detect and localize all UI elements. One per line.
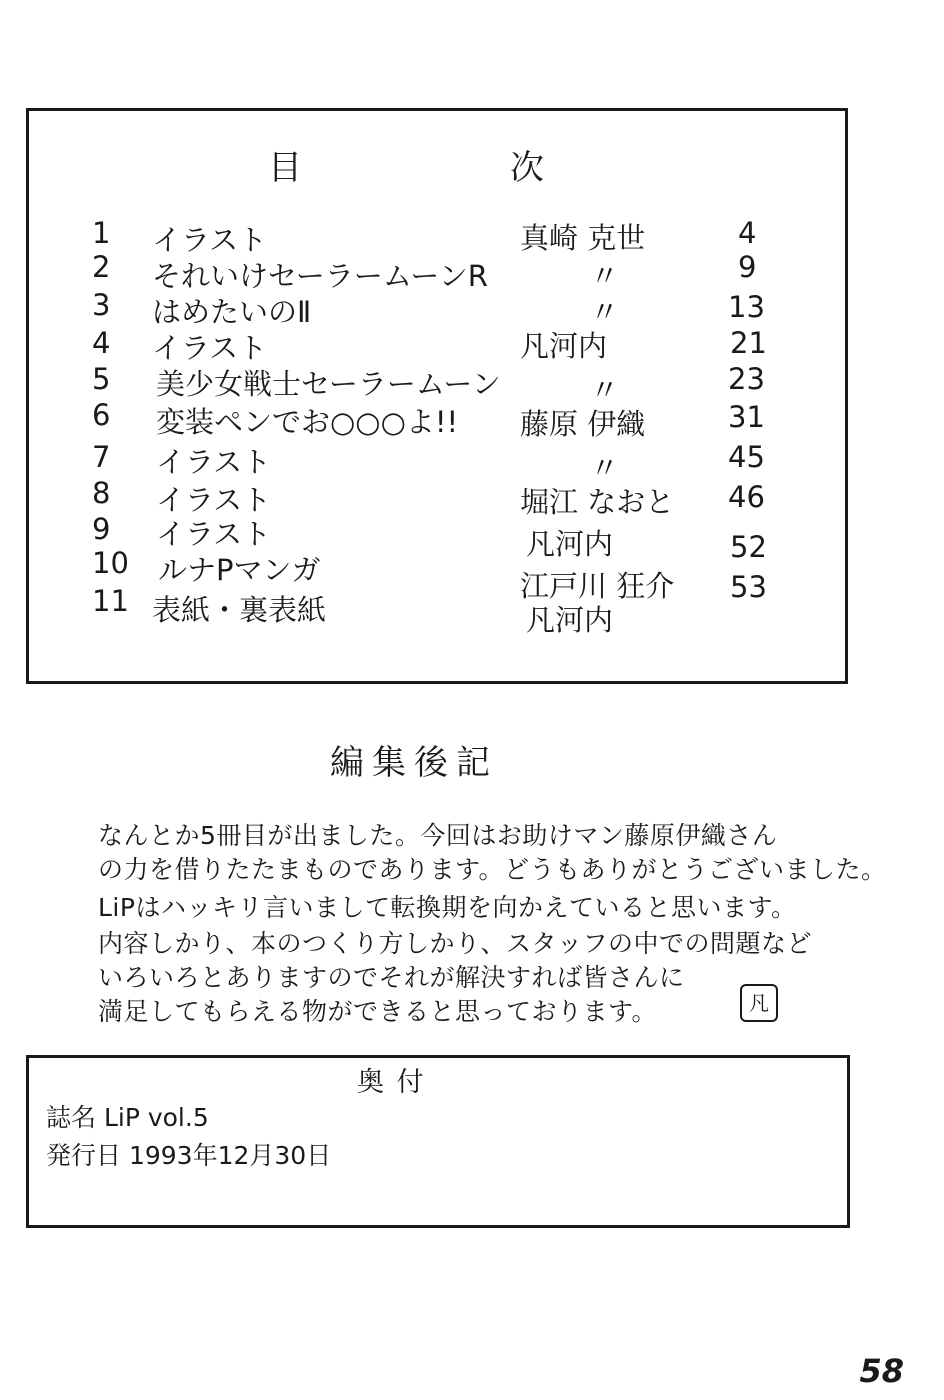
toc-item: イラスト [152,331,268,365]
afterword-line: の力を借りたたまものであります。どうもありがとうございました。 [98,855,887,884]
page-number: 58 [859,1352,904,1390]
toc-num: 8 [92,476,111,510]
toc-author: 江戸川 狂介 [520,569,675,603]
toc-author: 〃 [590,451,620,485]
toc-num: 1 [92,216,111,250]
toc-author: 凡河内 [520,329,608,363]
toc-item: ルナPマンガ [158,553,321,587]
toc-page: 21 [730,326,767,360]
toc-author: 藤原 伊織 [520,407,646,441]
toc-author: 凡河内 [526,603,614,637]
toc-author: 〃 [590,373,620,407]
toc-page: 9 [738,250,757,284]
toc-author: 〃 [590,259,620,293]
afterword-line: いろいろとありますのでそれが解決すれば皆さんに [98,963,685,992]
toc-title-left: 目 [268,148,304,188]
toc-page: 13 [728,290,765,324]
afterword-line: LiPはハッキリ言いまして転換期を向かえていると思います。 [98,893,797,922]
toc-page: 45 [728,440,765,474]
afterword-line: なんとか5冊目が出ました。今回はお助けマン藤原伊織さん [98,821,778,850]
toc-page: 53 [730,570,767,604]
signature-stamp: 凡 [740,984,778,1022]
colophon-title: 奥 付 [357,1067,426,1098]
toc-num: 10 [92,546,129,580]
toc-num: 4 [92,326,111,360]
toc-item: はめたいのⅡ [152,295,312,329]
afterword-line: 内容しかり、本のつくり方しかり、スタッフの中での問題など [98,929,813,958]
toc-item: それいけセーラームーンR [152,259,488,293]
toc-item: イラスト [156,517,272,551]
toc-item: イラスト [156,445,272,479]
toc-item: 変装ペンでお○○○よ!! [156,405,459,439]
toc-page: 52 [730,530,767,564]
toc-num: 9 [92,512,111,546]
toc-num: 3 [92,288,111,322]
afterword-title: 編集後記 [330,743,498,783]
toc-author: 真崎 克世 [520,221,646,255]
toc-item: 表紙・裏表紙 [152,593,327,627]
toc-page: 23 [728,362,765,396]
colophon-line: 誌名 LiP vol.5 [46,1103,209,1132]
toc-page: 31 [728,400,765,434]
toc-title-right: 次 [510,148,546,188]
toc-author: 凡河内 [526,527,614,561]
toc-page: 46 [728,480,765,514]
afterword-line: 満足してもらえる物ができると思っております。 [98,997,658,1026]
toc-item: イラスト [152,223,268,257]
toc-author: 堀江 なおと [520,485,675,519]
colophon-line: 発行日 1993年12月30日 [46,1141,332,1170]
toc-item: 美少女戦士セーラームーン [156,367,501,401]
toc-author: 〃 [590,295,620,329]
toc-page: 4 [738,216,757,250]
toc-num: 5 [92,362,111,396]
toc-item: イラスト [156,483,272,517]
toc-num: 11 [92,584,129,618]
toc-num: 7 [92,440,111,474]
toc-num: 6 [92,398,111,432]
toc-num: 2 [92,250,111,284]
